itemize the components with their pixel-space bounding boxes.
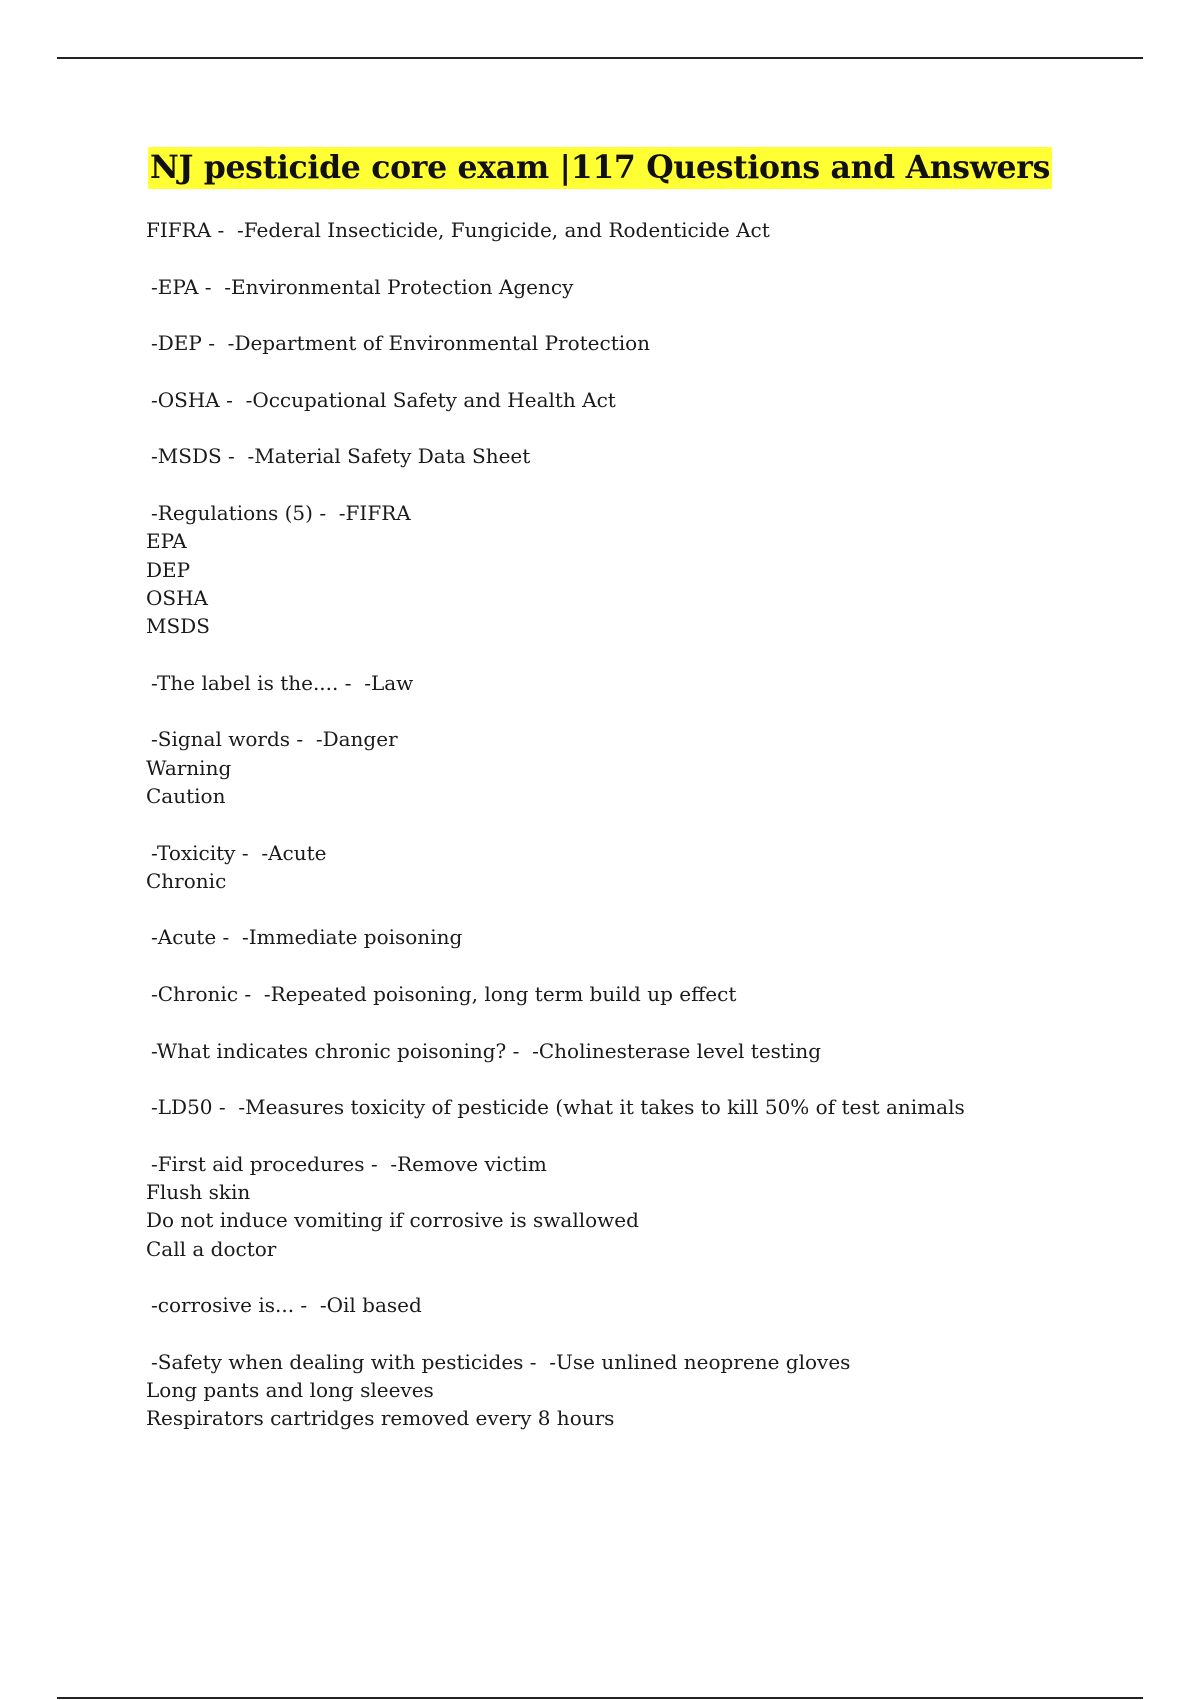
- qa-entry: [146, 216, 1146, 244]
- document-title: NJ pesticide core exam |117 Questions and Answers: [148, 147, 1052, 189]
- qa-line: Flush skin: [146, 1180, 251, 1205]
- qa-line: -Toxicity - -Acute: [151, 840, 327, 865]
- qa-line: FIFRA - -Federal Insecticide, Fungicide, and Rodenticide Act: [146, 218, 770, 242]
- qa-line: OSHA: [146, 585, 208, 610]
- qa-entry: [146, 1348, 1146, 1433]
- qa-entry: [146, 980, 1146, 1008]
- qa-entry: [146, 725, 1146, 810]
- qa-line: -Safety when dealing with pesticides - -Use unlined neoprene gloves: [151, 1349, 851, 1374]
- qa-line: -LD50 - -Measures toxicity of pesticide (what it takes to kill 50% of test animals: [151, 1095, 965, 1120]
- qa-line: Caution: [146, 783, 226, 808]
- qa-line: -Regulations (5) - -FIFRA: [151, 500, 411, 525]
- qa-line: Respirators cartridges removed every 8 hours: [146, 1406, 615, 1431]
- qa-line: -What indicates chronic poisoning? - -Cholinesterase level testing: [151, 1038, 822, 1063]
- qa-entry: [146, 273, 1146, 301]
- qa-line: -EPA - -Environmental Protection Agency: [151, 274, 574, 299]
- qa-line: DEP: [146, 557, 191, 582]
- qa-line: EPA: [146, 529, 187, 554]
- qa-entry: [146, 386, 1146, 414]
- qa-entry: [146, 923, 1146, 951]
- qa-line: Warning: [146, 755, 232, 780]
- header-rule: [57, 57, 1143, 59]
- qa-line: -Chronic - -Repeated poisoning, long term build up effect: [151, 982, 737, 1007]
- qa-line: Do not induce vomiting if corrosive is swallowed: [146, 1208, 639, 1233]
- qa-line: Long pants and long sleeves: [146, 1378, 434, 1403]
- qa-line: MSDS: [146, 614, 210, 639]
- qa-line: -First aid procedures - -Remove victim: [151, 1151, 547, 1176]
- qa-entry: [146, 442, 1146, 470]
- qa-line: -Acute - -Immediate poisoning: [151, 925, 463, 950]
- qa-line: -MSDS - -Material Safety Data Sheet: [151, 444, 531, 469]
- qa-line: -corrosive is... - -Oil based: [151, 1293, 422, 1318]
- footer-rule: [57, 1697, 1143, 1699]
- title-area: [0, 147, 1200, 189]
- qa-line: Call a doctor: [146, 1236, 277, 1261]
- qa-line: -OSHA - -Occupational Safety and Health Act: [151, 387, 616, 412]
- qa-line: -Signal words - -Danger: [151, 727, 398, 752]
- qa-list: [146, 216, 1146, 1461]
- qa-entry: [146, 1150, 1146, 1263]
- qa-line: -DEP - -Department of Environmental Protection: [151, 331, 651, 356]
- qa-entry: [146, 1291, 1146, 1319]
- qa-entry: [146, 669, 1146, 697]
- qa-entry: [146, 1093, 1146, 1121]
- qa-entry: [146, 499, 1146, 640]
- qa-entry: [146, 839, 1146, 896]
- qa-line: Chronic: [146, 868, 227, 893]
- qa-line: -The label is the.... - -Law: [151, 670, 414, 695]
- qa-entry: [146, 329, 1146, 357]
- qa-entry: [146, 1037, 1146, 1065]
